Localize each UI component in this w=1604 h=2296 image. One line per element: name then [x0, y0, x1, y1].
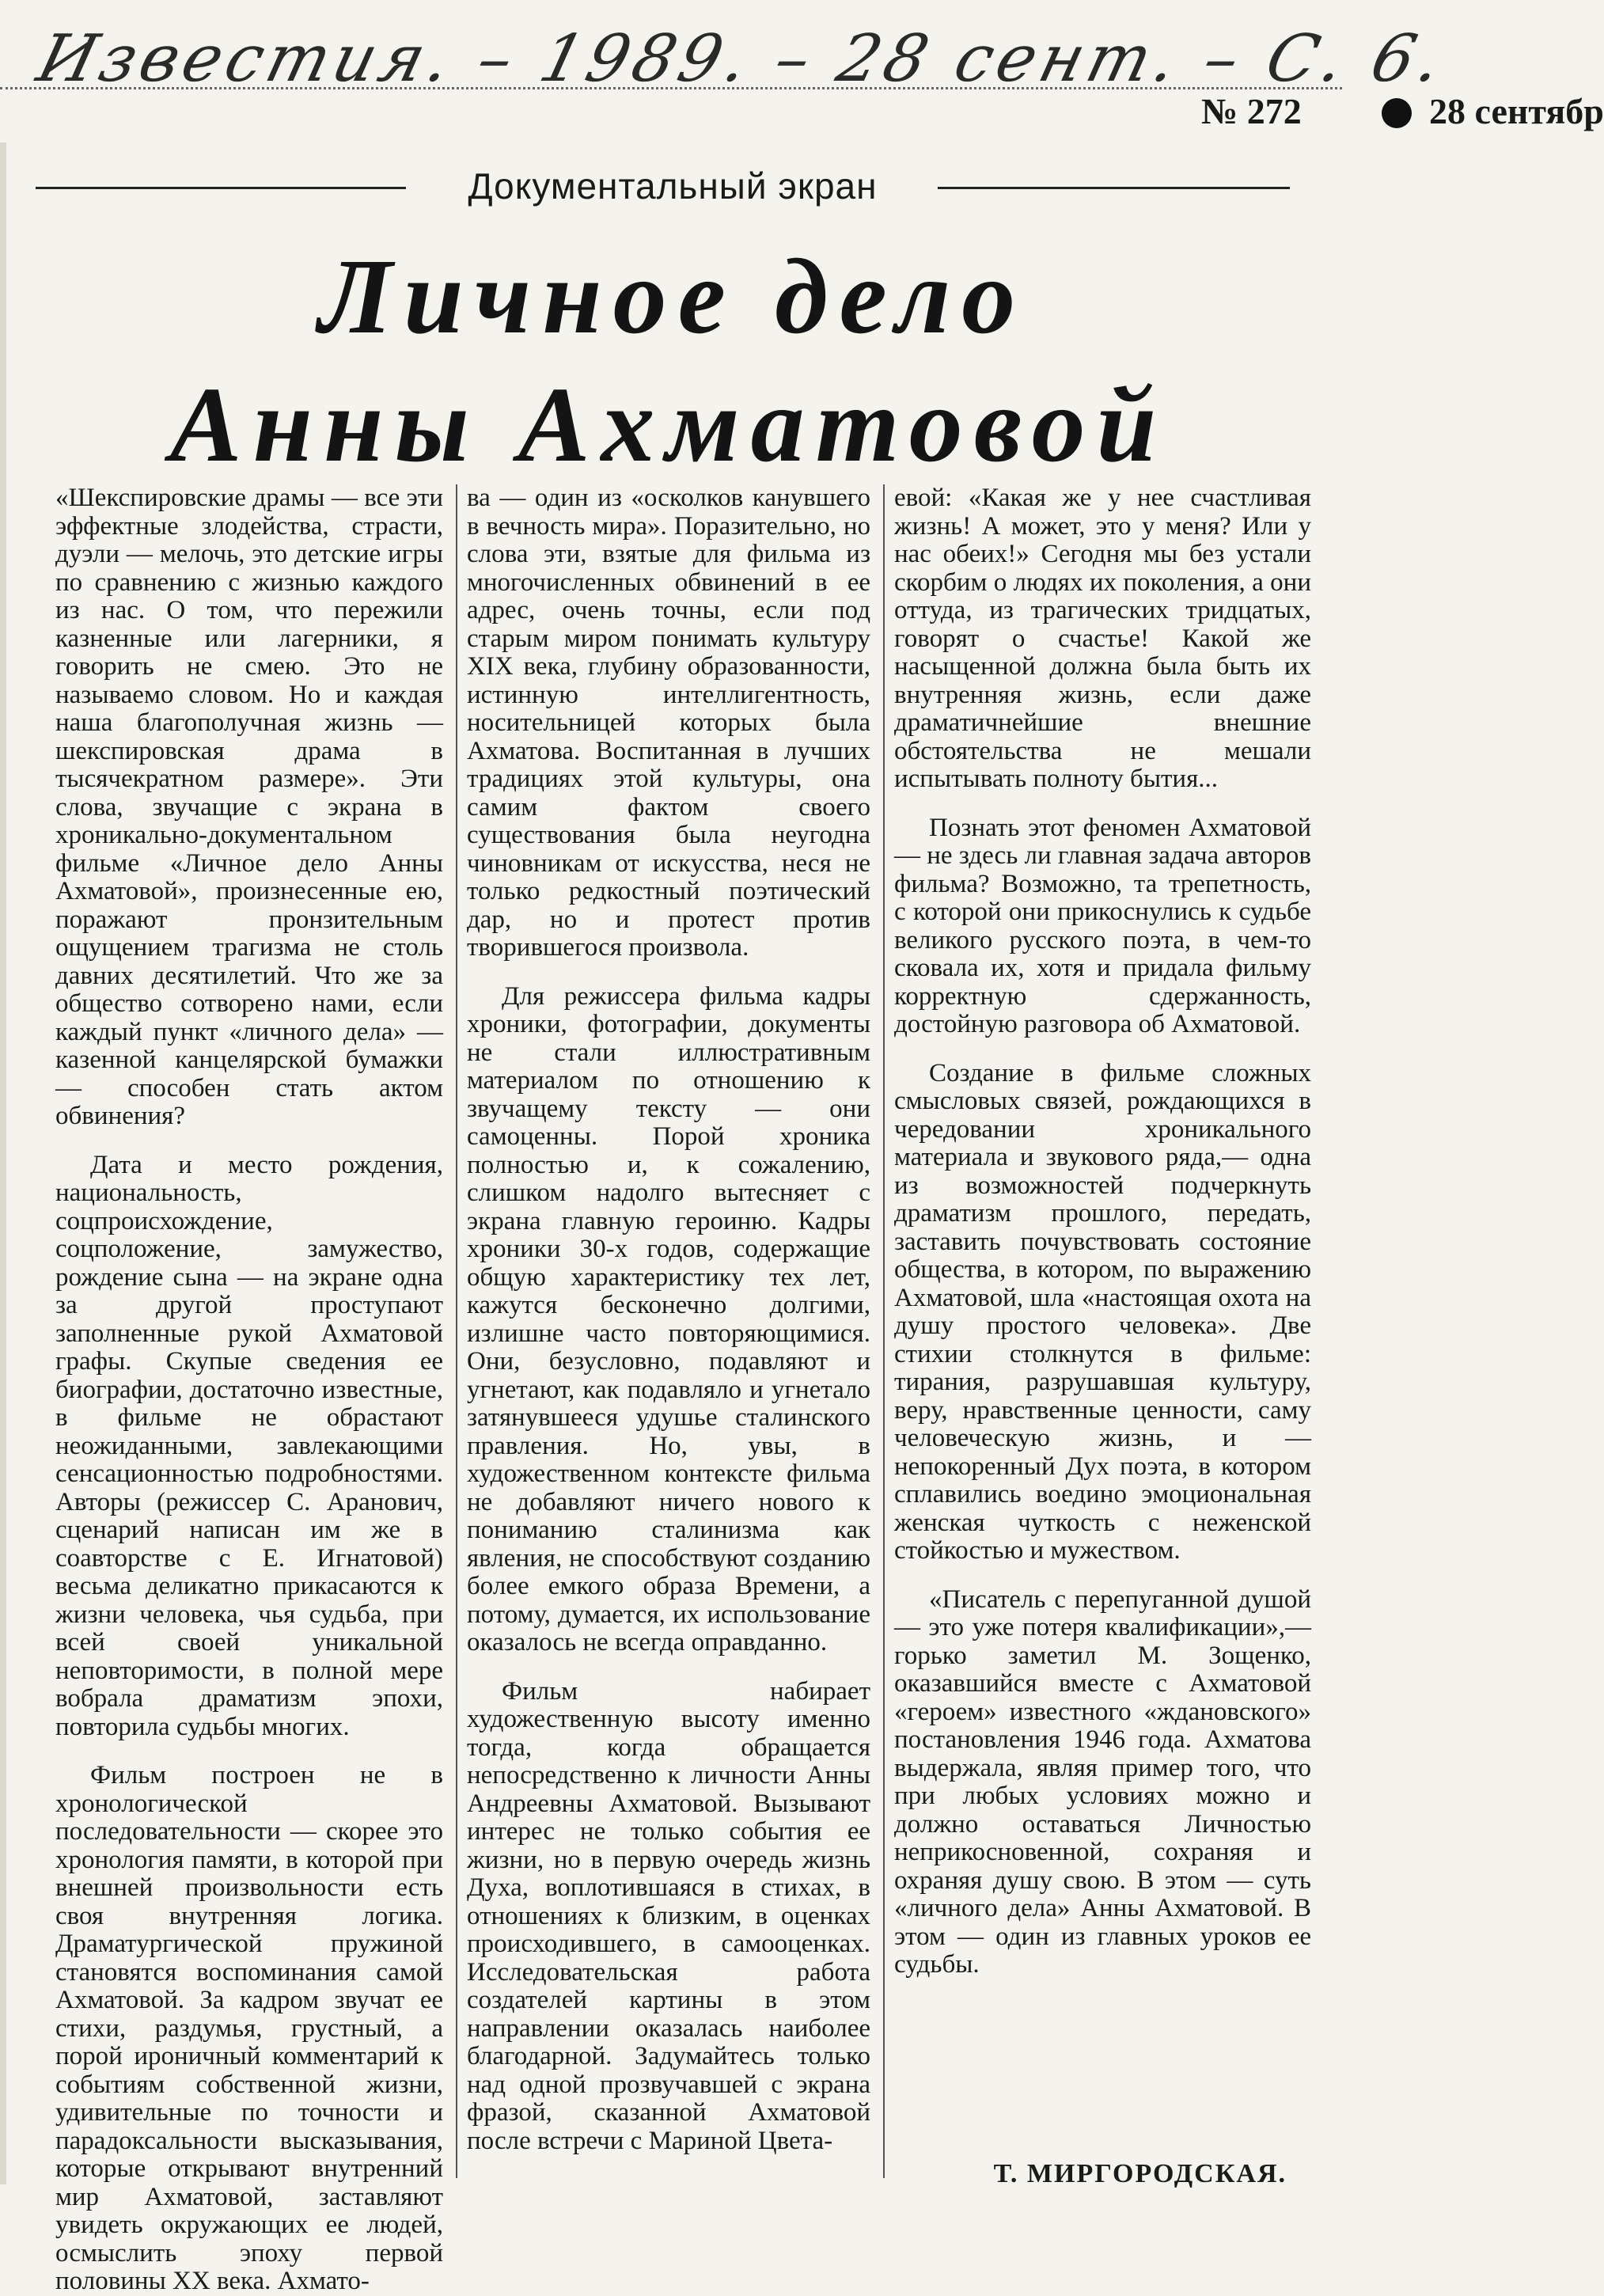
issue-number: № 272: [1201, 91, 1302, 131]
handwritten-source-note: Известия. – 1989. – 28 сент. – С. 6.: [30, 21, 1454, 97]
article-column-3: [894, 484, 1311, 1979]
bullet-dot-icon: [1382, 98, 1412, 128]
paragraph: Дата и место рождения, национальность, соцпроисхождение, соцположение, замужество, рождение сына — на экране одна за другой проступают заполненные рукой Ахматовой графы. Скупые сведения ее биографии, достаточно известные, в фильме не обрастают неожиданными, завлекающими сенсационностью подробностями. Авторы (режиссер С. Аранович, сценарий написан им же в соавторстве с Е. Игнатовой) весьма деликатно прикасаются к жизни человека, чья судьба, при всей своей уникальной неповторимости, в полной мере вобрала драматизм эпохи, повторила судьбы многих.: [55, 1150, 443, 1741]
paragraph: «Шекспировские драмы — все эти эффектные злодейства, страсти, дуэли — мелочь, это детские игры по сравнению с жизнью каждого из нас. О том, что пережили казненные или лагерники, я говорить не смею. Это не называемо словом. Но и каждая наша благополучная жизнь — шекспировская драма в тысячекратном размере». Эти слова, звучащие с экрана в хроникально-документальном фильме «Личное дело Анны Ахматовой», произнесенные ею, поражают пронзительным ощущением трагизма не столь давних десятилетий. Что же за общество сотворено нами, если каждый пункт «личного дела» — казенной канцелярской бумажки — способен стать актом обвинения?: [55, 484, 443, 1130]
paragraph: Познать этот феномен Ахматовой — не здесь ли главная задача авторов фильма? Возможно, та трепетность, с которой они прикоснулись к судьбе великого русского поэта, в чем-то сковала их, хотя и придала фильму корректную сдержанность, достойную разговора об Ахматовой.: [894, 813, 1311, 1038]
paragraph: Для режиссера фильма кадры хроники, фотографии, документы не стали иллюстративным материалом по отношению к звучащему тексту — они самоценны. Порой хроника полностью и, к сожалению, слишком надолго вытесняет с экрана главную героиню. Кадры хроники 30-х годов, содержащие общую характеристику тех лет, кажутся бесконечно долгими, излишне часто повторяющимися. Они, безусловно, подавляют и угнетают, как подавляло и угнетало затянувшееся удушье сталинского правления. Но, увы, в художественном контексте фильма не добавляют ничего нового к пониманию сталинизма как явления, не способствуют созданию более емкого образа Времени, а потому, думается, их использование оказалось не всегда оправданно.: [467, 981, 870, 1657]
author-signature: Т. МИРГОРОДСКАЯ.: [993, 2159, 1287, 2188]
paragraph: Фильм построен не в хронологической последовательности — скорее это хронология памяти, в которой при внешней произвольности есть своя внутренняя логика. Драматургической пружиной становятся воспоминания самой Ахматовой. За кадром звучат ее стихи, раздумья, грустный, а порой ироничный комментарий к событиям собственной жизни, удивительные по точности и парадоксальности высказывания, которые открывают внутренний мир Ахматовой, заставляют увидеть окружающих ее людей, осмыслить эпоху первой половины XX века. Ахмато-: [55, 1761, 443, 2295]
paragraph: ва — один из «осколков канувшего в вечность мира». Поразительно, но слова эти, взятые для фильма из многочисленных обвинений в ее адрес, очень точны, если под старым миром понимать культуру XIX века, глубину образованности, истинную интеллигентность, носительницей которых была Ахматова. Воспитанная в лучших традициях этой культуры, она самим фактом своего существования была неугодна чиновникам от искусства, неся не только редкостный поэтический дар, но и протест против творившегося произвола.: [467, 484, 870, 962]
paragraph: «Писатель с перепуганной душой — это уже потеря квалификации»,— горько заметил М. Зощенко, оказавшийся вместе с Ахматовой «героем» известного «ждановского» постановления 1946 года. Ахматова выдержала, являя пример того, что при любых условиях можно и должно оставаться Личностью неприкосновенной, сохраняя и охраняя душу свою. В этом — суть «личного дела» Анны Ахматовой. В этом — один из главных уроков ее судьбы.: [894, 1584, 1311, 1979]
issue-date: 28 сентябр: [1429, 91, 1604, 131]
paragraph: евой: «Какая же у нее счастливая жизнь! А может, это у меня? Или у нас обеих!» Сегодня мы без устали скорбим о людях их поколения, а они оттуда, из трагических тридцатых, говорят о счастье! Какой же насыщенной должна была быть их внутренняя жизнь, если даже драматичнейшие внешние обстоятельства не мешали испытывать полноту бытия...: [894, 484, 1311, 793]
rubric-rule-left: [36, 187, 406, 189]
paragraph: Фильм набирает художественную высоту именно тогда, когда обращается непосредственно к личности Анны Андреевны Ахматовой. Вызывают интерес не только события ее жизни, но в первую очередь жизнь Духа, воплотившаяся в стихах, в отношениях к близким, в оценках происходившего, в самооценках. Исследовательская работа создателей картины в этом направлении оказалась наиболее благодарной. Задумайтесь только над одной прозвучавшей с экрана фразой, сказанной Ахматовой после встречи с Мариной Цвета-: [467, 1676, 870, 2155]
headline-line-2: Анны Ахматовой: [169, 366, 1168, 484]
paragraph: Создание в фильме сложных смысловых связей, рождающихся в чередовании хроникального материала и звукового ряда,— одна из возможностей подчеркнуть драматизм прошлого, передать, заставить почувствовать состояние общества, в котором, по выражению Ахматовой, шла «настоящая охота на душу простого человека». Две стихии столкнутся в фильме: тирания, разрушавшая культуру, веру, нравственные ценности, саму человеческую жизнь, и — непокоренный Дух поэта, в котором сплавились воедино эмоциональная женская чуткость с неженской стойкостью и мужеством.: [894, 1058, 1311, 1565]
headline-line-1: Личное дело: [318, 237, 1027, 356]
article-column-1: [55, 484, 443, 2296]
page-edge-shadow: [0, 142, 6, 2184]
rubric-label: Документальный экран: [468, 165, 878, 207]
rubric-rule-right: [938, 187, 1290, 189]
column-divider: [883, 484, 885, 2178]
article-column-2: [467, 484, 870, 2155]
issue-header: [836, 84, 1604, 139]
column-divider: [456, 484, 457, 2178]
